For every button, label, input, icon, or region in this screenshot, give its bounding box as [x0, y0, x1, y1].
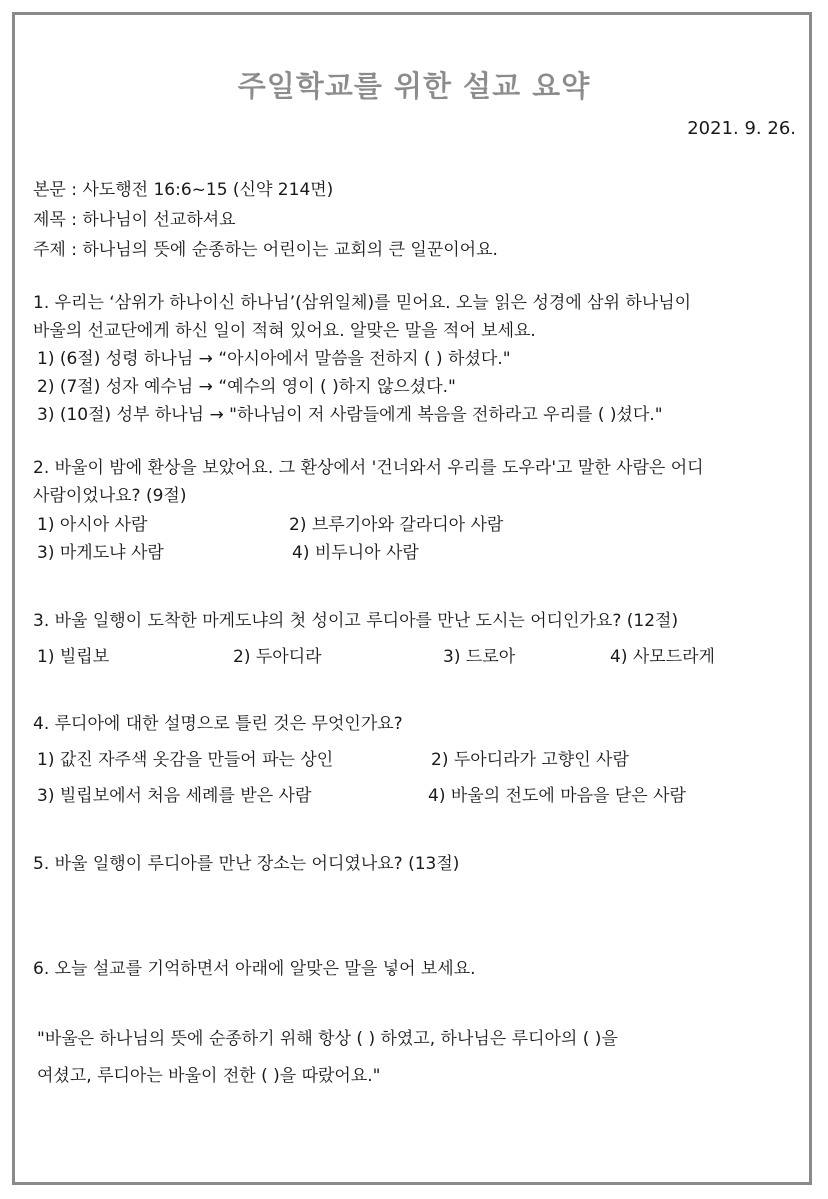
page-title: 주일학교를 위한 설교 요약: [237, 69, 591, 103]
question-1-item-2: 2) (7절) 성자 예수님 → “예수의 영이 ( )하지 않으셨다.": [37, 377, 456, 397]
question-1-line-1: 1. 우리는 ‘삼위가 하나이신 하나님’(삼위일체)를 믿어요. 오늘 읽은 성경에 삼위 하나님이: [33, 293, 692, 313]
question-3-line-1: 3. 바울 일행이 도착한 마게도냐의 첫 성이고 루디아를 만난 도시는 어디인가요? (12절): [33, 611, 679, 631]
question-4-option-3: 3) 빌립보에서 처음 세례를 받은 사람: [37, 786, 312, 806]
question-6-quote-line-2: 여셨고, 루디아는 바울이 전한 ( )을 따랐어요.": [37, 1066, 381, 1086]
question-4-option-4: 4) 바울의 전도에 마음을 닫은 사람: [428, 786, 686, 806]
question-4-option-1: 1) 값진 자주색 옷감을 만들어 파는 상인: [37, 750, 334, 770]
question-1-item-1: 1) (6절) 성령 하나님 → “아시아에서 말씀을 전하지 ( ) 하셨다.": [37, 349, 511, 369]
date: 2021. 9. 26.: [687, 118, 796, 139]
question-3-option-3: 3) 드로아: [443, 647, 516, 667]
question-5-line-1: 5. 바울 일행이 루디아를 만난 장소는 어디였나요? (13절): [33, 854, 460, 874]
question-2-line-1: 2. 바울이 밤에 환상을 보았어요. 그 환상에서 '건너와서 우리를 도우라'고 말한 사람은 어디: [33, 458, 704, 478]
question-3-option-2: 2) 두아디라: [233, 647, 322, 667]
question-2-option-3: 3) 마게도냐 사람: [37, 543, 164, 563]
question-3-option-4: 4) 사모드라게: [610, 647, 715, 667]
sermon-theme: 주제 : 하나님의 뜻에 순종하는 어린이는 교회의 큰 일꾼이어요.: [33, 240, 498, 260]
question-2-option-2: 2) 브루기아와 갈라디아 사람: [289, 515, 504, 535]
question-1-line-2: 바울의 선교단에게 하신 일이 적혀 있어요. 알맞은 말을 적어 보세요.: [33, 321, 536, 341]
question-3-option-1: 1) 빌립보: [37, 647, 110, 667]
question-2-option-1: 1) 아시아 사람: [37, 515, 148, 535]
sermon-subject: 제목 : 하나님이 선교하셔요: [33, 210, 236, 230]
question-4-line-1: 4. 루디아에 대한 설명으로 틀린 것은 무엇인가요?: [33, 714, 403, 734]
question-1-item-3: 3) (10절) 성부 하나님 → "하나님이 저 사람들에게 복음을 전하라고 우리를 ( )셨다.": [37, 405, 663, 425]
question-4-option-2: 2) 두아디라가 고향인 사람: [431, 750, 629, 770]
question-6-quote-line-1: "바울은 하나님의 뜻에 순종하기 위해 항상 ( ) 하였고, 하나님은 루디아의 ( )을: [37, 1029, 618, 1049]
scripture-reference: 본문 : 사도행전 16:6~15 (신약 214면): [33, 180, 334, 200]
question-2-option-4: 4) 비두니아 사람: [292, 543, 419, 563]
question-6-line-1: 6. 오늘 설교를 기억하면서 아래에 알맞은 말을 넣어 보세요.: [33, 959, 476, 979]
question-2-line-2: 사람이었나요? (9절): [33, 486, 187, 506]
